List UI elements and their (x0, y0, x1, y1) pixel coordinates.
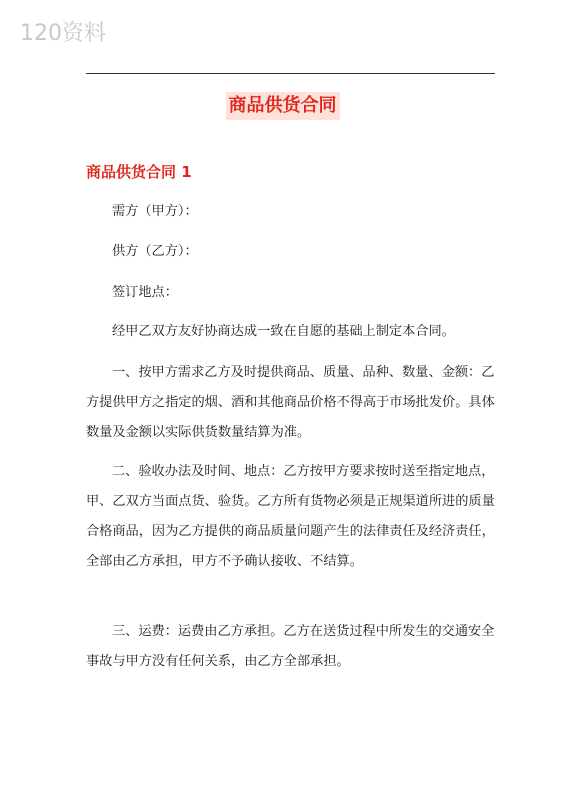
watermark: 120资料 (20, 21, 106, 46)
supplier-field: 供方（乙方）： (112, 244, 198, 259)
clause-3-paragraph: 三、运费：运费由乙方承担。乙方在送货过程中所发生的交通安全事故与甲方没有任何关系，由乙方全部承担。 (86, 624, 495, 669)
location-field: 签订地点： (112, 285, 178, 300)
top-divider (86, 73, 495, 74)
clause-2-paragraph: 二、验收办法及时间、地点：乙方按甲方要求按时送至指定地点，甲、乙双方当面点货、验货。乙方所有货物必须是正规渠道所进的质量合格商品，因为乙方提供的商品质量问题产生的法律责任及经济责任，全部由乙方承担，甲方不予确认接收、不结算。 (86, 464, 495, 569)
buyer-field: 需方（甲方）： (112, 204, 198, 219)
clause-1-paragraph: 一、按甲方需求乙方及时提供商品、质量、品种、数量、金额：乙方提供甲方之指定的烟、酒和其他商品价格不得高于市场批发价。具体数量及金额以实际供货数量结算为准。 (86, 365, 495, 440)
document-title-wrap (0, 92, 565, 120)
document-title: 商品供货合同 (226, 92, 340, 120)
intro-paragraph: 经甲乙双方友好协商达成一致在自愿的基础上制定本合同。 (112, 324, 455, 339)
section-heading: 商品供货合同 1 (86, 163, 192, 181)
